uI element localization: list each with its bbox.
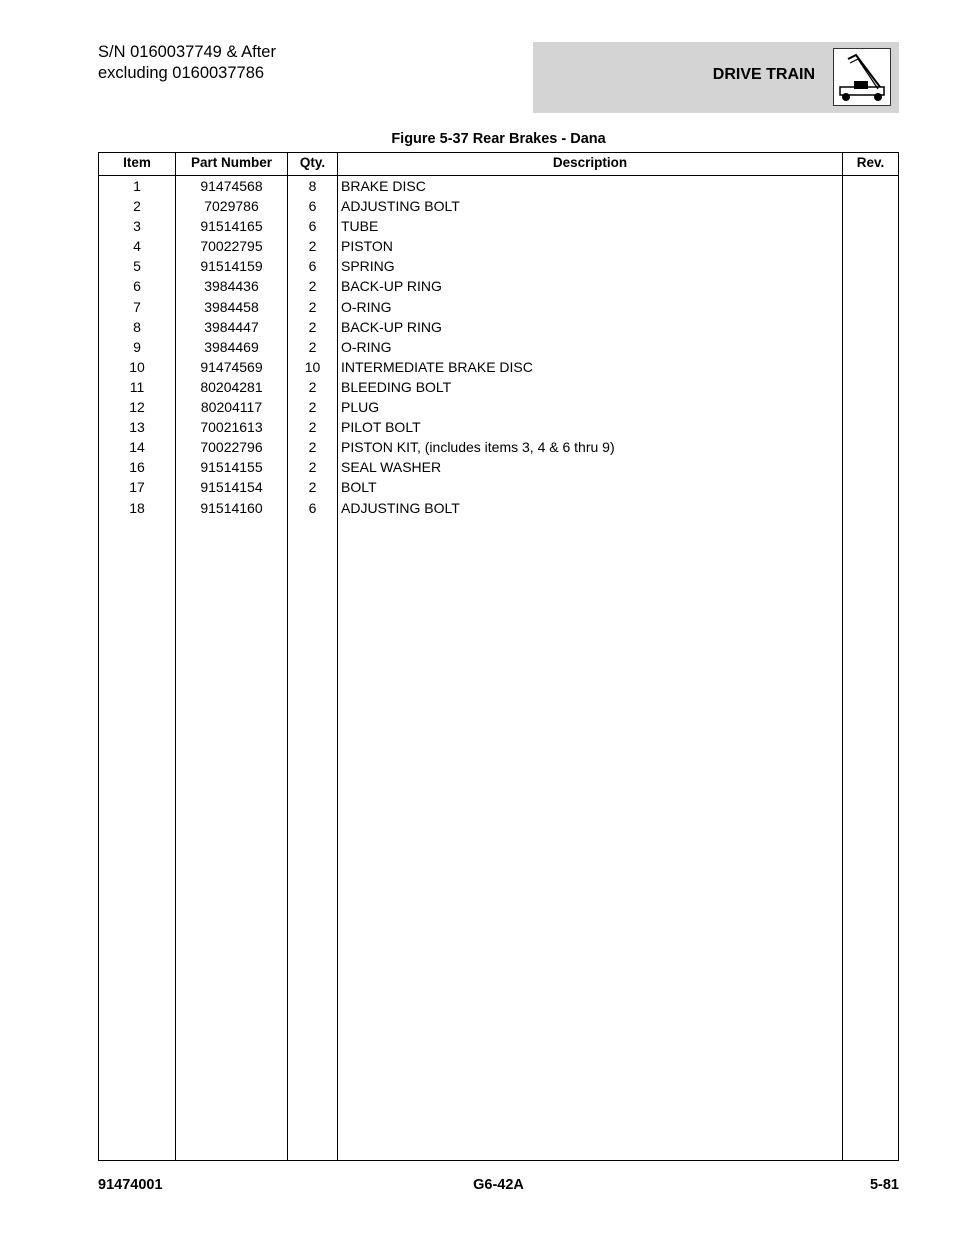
part-number-cell: 91514159 xyxy=(200,258,263,275)
table-row xyxy=(99,357,898,377)
table-row xyxy=(99,276,898,296)
description-cell: ADJUSTING BOLT xyxy=(341,198,460,215)
table-row xyxy=(99,196,898,216)
description-cell: PISTON xyxy=(341,238,393,255)
qty-cell: 2 xyxy=(308,338,317,355)
description-cell: ADJUSTING BOLT xyxy=(341,499,460,516)
figure-title: Figure 5-37 Rear Brakes - Dana xyxy=(391,131,606,147)
table-row xyxy=(99,256,898,276)
item-cell: 4 xyxy=(133,238,141,255)
footer-part-number: 91474001 xyxy=(98,1177,163,1193)
description-cell: TUBE xyxy=(341,218,379,235)
item-cell: 3 xyxy=(133,218,141,235)
table-body xyxy=(99,176,898,518)
table-row xyxy=(99,317,898,337)
qty-cell: 2 xyxy=(308,278,317,295)
item-cell: 7 xyxy=(133,298,141,315)
description-cell: BACK-UP RING xyxy=(341,318,442,335)
serial-line-1: S/N 0160037749 & After xyxy=(98,43,276,61)
item-cell: 8 xyxy=(133,318,141,335)
qty-cell: 6 xyxy=(308,198,317,215)
table-row xyxy=(99,477,898,497)
column-header-rev: Rev. xyxy=(856,155,885,170)
description-cell: BRAKE DISC xyxy=(341,178,426,194)
part-number-cell: 91514155 xyxy=(200,459,263,476)
part-number-cell: 70022795 xyxy=(200,238,263,255)
part-number-cell: 3984458 xyxy=(204,298,259,315)
qty-cell: 2 xyxy=(308,459,317,476)
qty-cell: 2 xyxy=(308,238,317,255)
item-cell: 13 xyxy=(129,419,145,436)
table-row xyxy=(99,236,898,256)
footer-model: G6-42A xyxy=(473,1177,524,1193)
part-number-cell: 70021613 xyxy=(200,419,263,436)
part-number-cell: 7029786 xyxy=(204,198,259,215)
description-cell: PLUG xyxy=(341,399,380,416)
qty-cell: 6 xyxy=(308,258,317,275)
section-title: DRIVE TRAIN xyxy=(712,66,815,83)
description-cell: O-RING xyxy=(341,338,392,355)
footer-page-number: 5-81 xyxy=(869,1177,899,1193)
vehicle-icon xyxy=(833,48,891,106)
part-number-cell: 80204117 xyxy=(200,399,263,416)
part-number-cell: 3984436 xyxy=(204,278,259,295)
item-cell: 17 xyxy=(129,479,145,496)
item-cell: 5 xyxy=(133,258,141,275)
qty-cell: 2 xyxy=(308,479,317,496)
item-cell: 18 xyxy=(129,499,145,516)
qty-cell: 2 xyxy=(308,318,317,335)
description-cell: BLEEDING BOLT xyxy=(341,378,452,395)
item-cell: 16 xyxy=(129,459,145,476)
table-row xyxy=(99,397,898,417)
description-cell: BACK-UP RING xyxy=(341,278,442,295)
qty-cell: 2 xyxy=(308,419,317,436)
parts-table xyxy=(98,152,899,1161)
item-cell: 6 xyxy=(133,278,141,295)
item-cell: 2 xyxy=(133,198,141,215)
description-cell: PISTON KIT, (includes items 3, 4 & 6 thru 9) xyxy=(341,439,615,456)
part-number-cell: 91514160 xyxy=(200,499,263,516)
table-row xyxy=(99,457,898,477)
qty-cell: 6 xyxy=(308,499,317,516)
item-cell: 14 xyxy=(129,439,145,456)
table-row xyxy=(99,437,898,457)
description-cell: PILOT BOLT xyxy=(341,419,421,436)
item-cell: 11 xyxy=(129,378,145,395)
item-cell: 12 xyxy=(129,399,145,416)
qty-cell: 10 xyxy=(304,358,321,375)
item-cell: 10 xyxy=(129,358,145,375)
part-number-cell: 91474568 xyxy=(200,178,263,194)
column-header-qty: Qty. xyxy=(299,155,326,170)
qty-cell: 2 xyxy=(308,378,317,395)
table-row xyxy=(99,498,898,518)
qty-cell: 2 xyxy=(308,439,317,456)
part-number-cell: 80204281 xyxy=(200,378,263,395)
part-number-cell: 91514165 xyxy=(200,218,263,235)
table-row xyxy=(99,337,898,357)
serial-line-2: excluding 0160037786 xyxy=(98,64,265,82)
column-header-part-number: Part Number xyxy=(190,155,273,170)
description-cell: SPRING xyxy=(341,258,395,275)
description-cell: SEAL WASHER xyxy=(341,459,442,476)
table-row xyxy=(99,176,898,196)
qty-cell: 2 xyxy=(308,298,317,315)
part-number-cell: 91474569 xyxy=(200,358,263,375)
serial-number-note xyxy=(98,42,276,84)
description-cell: O-RING xyxy=(341,298,392,315)
table-row xyxy=(99,417,898,437)
qty-cell: 8 xyxy=(308,178,317,194)
item-cell: 1 xyxy=(133,178,141,194)
part-number-cell: 91514154 xyxy=(200,479,263,496)
table-row xyxy=(99,216,898,236)
column-header-item: Item xyxy=(123,155,151,170)
part-number-cell: 3984469 xyxy=(204,338,259,355)
part-number-cell: 3984447 xyxy=(204,318,259,335)
column-header-description: Description xyxy=(552,155,628,170)
table-row xyxy=(99,377,898,397)
qty-cell: 6 xyxy=(308,218,317,235)
table-row xyxy=(99,297,898,317)
qty-cell: 2 xyxy=(308,399,317,416)
part-number-cell: 70022796 xyxy=(200,439,263,456)
section-header xyxy=(533,42,899,113)
description-cell: INTERMEDIATE BRAKE DISC xyxy=(341,358,533,375)
item-cell: 9 xyxy=(133,338,141,355)
description-cell: BOLT xyxy=(341,479,377,496)
